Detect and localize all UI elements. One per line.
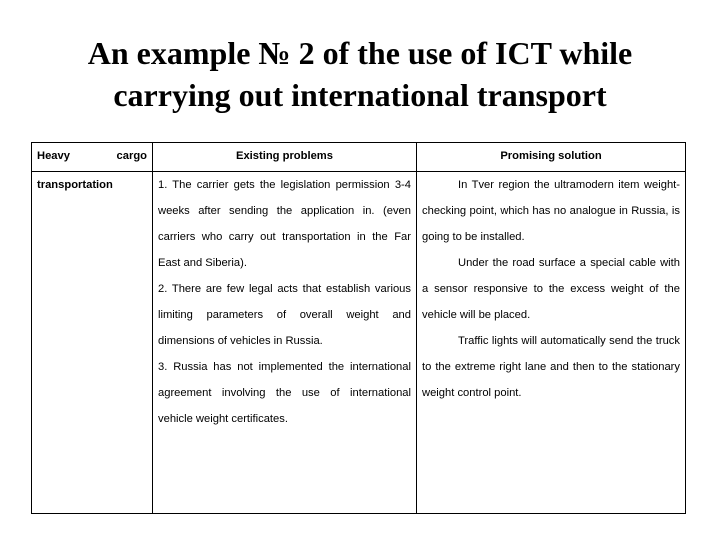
solution-item: In Tver region the ultramodern item weight-checking point, which has no analogue in Russia, is going to be installed. — [422, 179, 680, 243]
header-type-word-2: cargo — [116, 150, 147, 162]
cell-promising-solution — [417, 172, 686, 514]
comparison-table — [31, 142, 686, 514]
table-row — [32, 172, 686, 514]
title-line-2: carrying out international transport — [113, 77, 607, 113]
table-container — [31, 142, 685, 514]
solution-item: Under the road surface a special cable with a sensor responsive to the excess weight of the vehicle will be placed. — [422, 257, 680, 321]
header-cargo-type — [32, 143, 153, 172]
slide-title — [20, 32, 700, 116]
problem-item: 3. Russia has not implemented the international agreement involving the use of international vehicle weight certificates. — [158, 361, 411, 425]
title-line-1: An example № 2 of the use of ICT while — [87, 35, 633, 71]
header-existing-problems: Existing problems — [153, 143, 417, 172]
cargo-type-continued: transportation — [37, 179, 113, 191]
cell-existing-problems — [153, 172, 417, 514]
header-promising-solution: Promising solution — [417, 143, 686, 172]
solution-item: Traffic lights will automatically send the truck to the extreme right lane and then to the stationary weight control point. — [422, 335, 680, 399]
header-type-word-1: Heavy — [37, 150, 70, 162]
table-header-row — [32, 143, 686, 172]
problem-item: 2. There are few legal acts that establish various limiting parameters of overall weight and dimensions of vehicles in Russia. — [158, 283, 411, 347]
problem-item: 1. The carrier gets the legislation permission 3-4 weeks after sending the application in. (even carriers who carry out transportation in the Far East and Siberia). — [158, 179, 411, 269]
cell-cargo-type — [32, 172, 153, 514]
